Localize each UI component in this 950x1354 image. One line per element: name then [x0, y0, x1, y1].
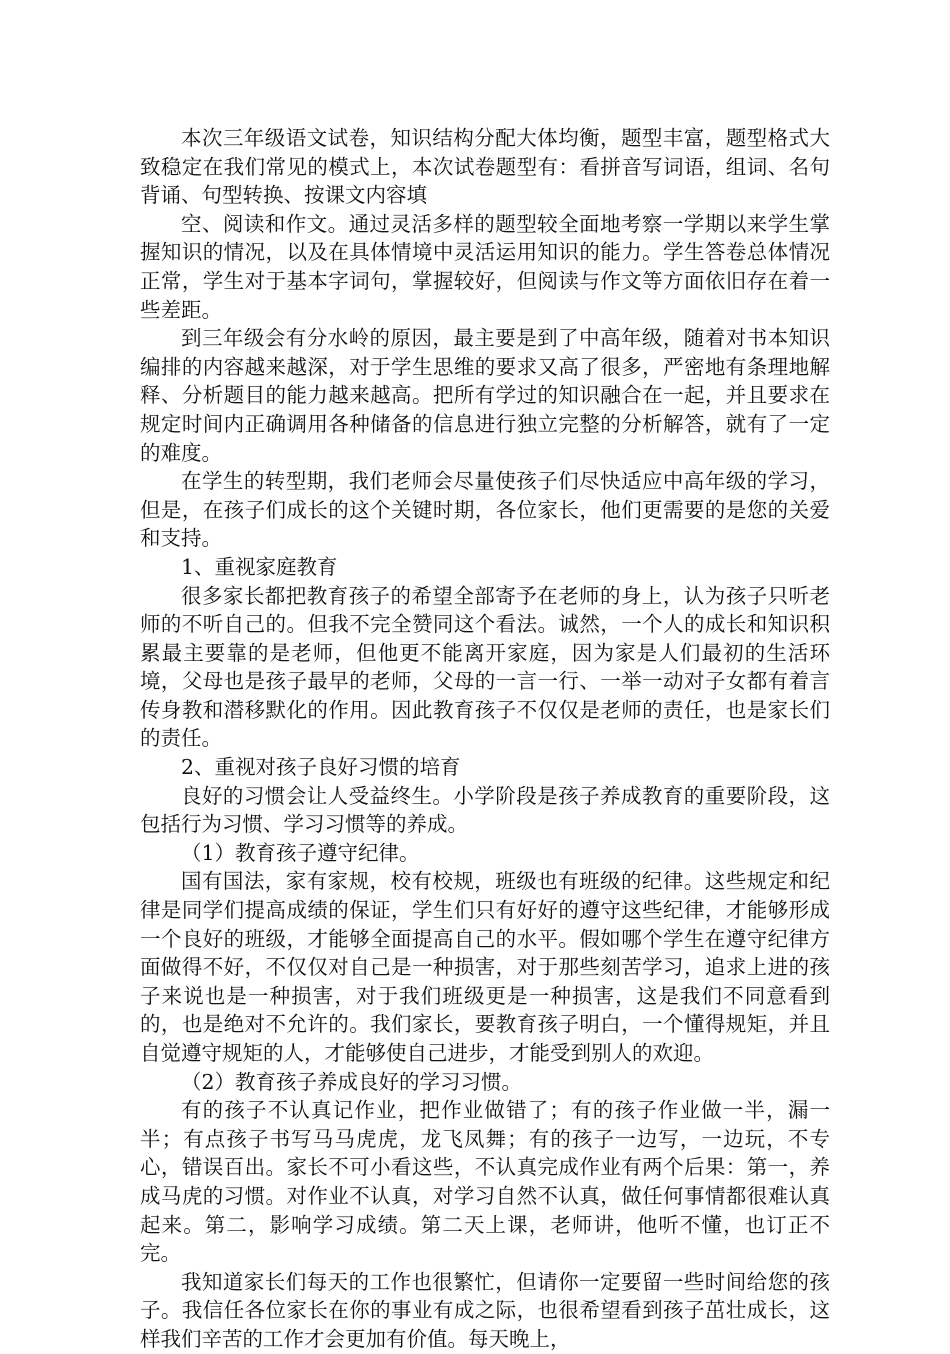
paragraph-discipline: 国有国法，家有家规，校有校规，班级也有班级的纪律。这些规定和纪律是同学们提高成绩的保证，学生们只有好好的遵守这些纪律，才能够形成一个良好的班级，才能够全面提高自己的水平。假如哪个学生在遵守纪律方面做得不好，不仅仅对自己是一种损害，对于那些刻苦学习，追求上进的孩子来说也是一种损害，对于我们班级更是一种损害，这是我们不同意看到的，也是绝对不允许的。我们家长，要教育孩子明白，一个懂得规矩，并且自觉遵守规矩的人，才能够使自己进步，才能受到别人的欢迎。 — [140, 869, 830, 1065]
document-body — [140, 124, 830, 1354]
heading-family-education: 1、重视家庭教育 — [181, 554, 338, 579]
paragraph-exam-overview: 本次三年级语文试卷，知识结构分配大体均衡，题型丰富，题型格式大致稳定在我们常见的模式上，本次试卷题型有：看拼音写词语，组词、名句背诵、句型转换、按课文内容填 — [140, 126, 830, 208]
paragraph-study-habits: 有的孩子不认真记作业，把作业做错了；有的孩子作业做一半，漏一半；有点孩子书写马马虎虎，龙飞凤舞；有的孩子一边写，一边玩，不专心，错误百出。家长不可小看这些，不认真完成作业有两个后果：第一，养成马虎的习惯。对作业不认真，对学习自然不认真，做任何事情都很难认真起来。第二，影响学习成绩。第二天上课，老师讲，他听不懂，也订正不完。 — [140, 1098, 830, 1266]
paragraph-parents-time: 我知道家长们每天的工作也很繁忙，但请你一定要留一些时间给您的孩子。我信任各位家长在你的事业有成之际，也很希望看到孩子茁壮成长，这样我们辛苦的工作才会更加有价值。每天晚上， — [140, 1269, 830, 1351]
paragraph-watershed-reason: 到三年级会有分水岭的原因，最主要是到了中高年级，随着对书本知识编排的内容越来越深，对于学生思维的要求又高了很多，严密地有条理地解释、分析题目的能力越来越高。把所有学过的知识融合在一起，并且要求在规定时间内正确调用各种储备的信息进行独立完整的分析解答，就有了一定的难度。 — [140, 326, 830, 465]
paragraph-question-types: 空、阅读和作文。通过灵活多样的题型较全面地考察一学期以来学生掌握知识的情况，以及在具体情境中灵活运用知识的能力。学生答卷总体情况正常，学生对于基本字词句，掌握较好，但阅读与作文等方面依旧存在着一些差距。 — [140, 211, 830, 322]
paragraph-family-education: 很多家长都把教育孩子的希望全部寄予在老师的身上，认为孩子只听老师的不听自己的。但我不完全赞同这个看法。诚然，一个人的成长和知识积累最主要靠的是老师，但他更不能离开家庭，因为家是人们最初的生活环境，父母也是孩子最早的老师，父母的一言一行、一举一动对子女都有着言传身教和潜移默化的作用。因此教育孩子不仅仅是老师的责任，也是家长们的责任。 — [140, 583, 830, 751]
paragraph-good-habits: 良好的习惯会让人受益终生。小学阶段是孩子养成教育的重要阶段，这包括行为习惯、学习习惯等的养成。 — [140, 783, 830, 837]
paragraph-transition-period: 在学生的转型期，我们老师会尽量使孩子们尽快适应中高年级的学习，但是，在孩子们成长的这个关键时期，各位家长，他们更需要的是您的关爱和支持。 — [140, 469, 830, 551]
subheading-discipline: （1）教育孩子遵守纪律。 — [181, 840, 420, 865]
heading-good-habits: 2、重视对孩子良好习惯的培育 — [181, 755, 461, 780]
subheading-study-habits: （2）教育孩子养成良好的学习习惯。 — [181, 1069, 523, 1094]
